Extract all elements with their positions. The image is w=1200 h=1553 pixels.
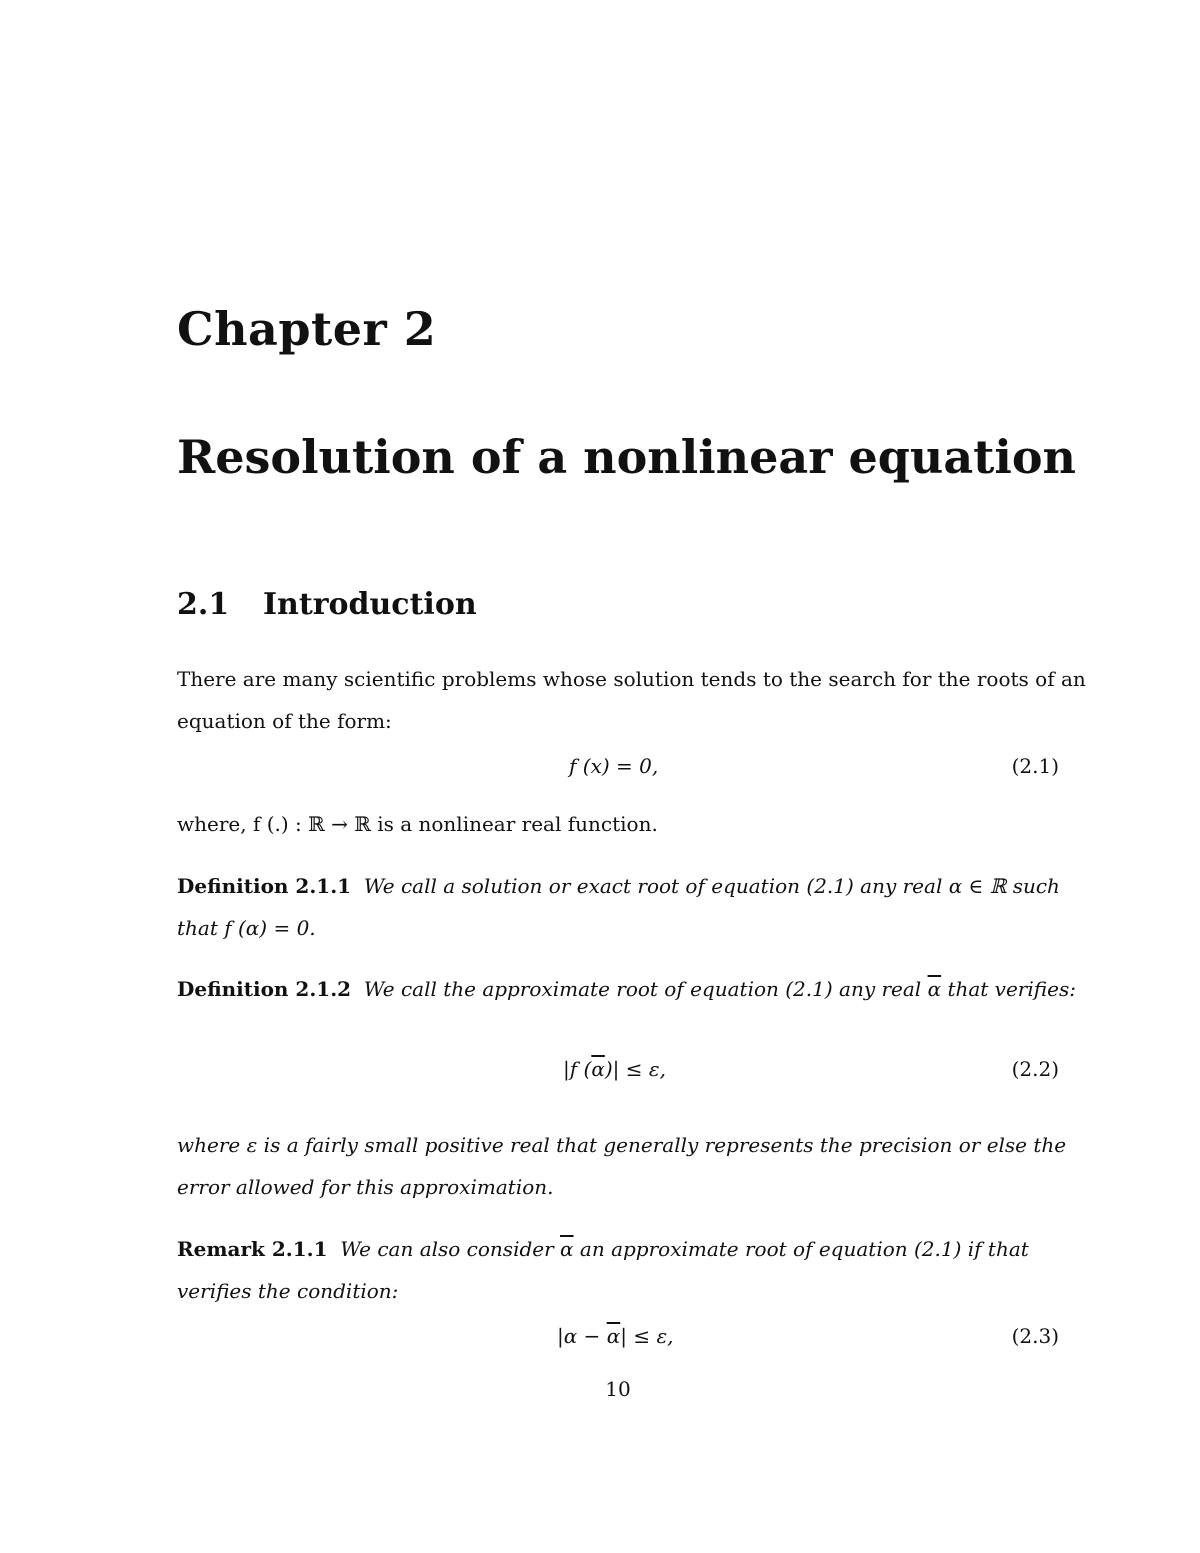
intro-line-1: There are many scientific problems whose solution tends to the search for the roots of an: [177, 667, 1086, 691]
definition-2-1-2-text-pre: We call the approximate root of equation (2.1) any real: [363, 977, 922, 1001]
remark-2-1-1-line-2: verifies the condition:: [177, 1279, 399, 1303]
definition-2-1-1-text: We call a solution or exact root of equation (2.1) any real α ∈ ℝ such: [363, 874, 1060, 898]
intro-line-2: equation of the form:: [177, 709, 392, 733]
equation-2-1: f (x) = 0,: [569, 754, 659, 778]
equation-2-3: [557, 1324, 674, 1348]
definition-2-1-2-line-1: [177, 968, 1076, 1010]
alpha-bar-symbol: $\overline{\alpha}$: [927, 977, 942, 1001]
definition-2-1-1-label: Definition 2.1.1: [177, 874, 352, 898]
alpha-bar-symbol: $\overline{\alpha}$: [591, 1057, 605, 1081]
where-line: where, f (.) : ℝ → ℝ is a nonlinear real function.: [177, 812, 658, 836]
definition-2-1-1-line-2: that f (α) = 0.: [177, 916, 316, 940]
definition-2-1-2-cont-line-1: where ε is a fairly small positive real that generally represents the precision or else the: [177, 1133, 1067, 1157]
definition-2-1-1-line-1: [177, 865, 1060, 907]
definition-2-1-2-cont-line-2: error allowed for this approximation.: [177, 1175, 554, 1199]
definition-2-1-2-label: Definition 2.1.2: [177, 977, 352, 1001]
remark-2-1-1-text-pre: We can also consider: [340, 1237, 554, 1261]
definition-2-1-2-text-post: that verifies:: [947, 977, 1076, 1001]
section-number: 2.1: [177, 587, 230, 622]
page-number: 10: [605, 1377, 631, 1401]
equation-2-2: [563, 1057, 666, 1081]
equation-2-3-pre: |α −: [557, 1324, 607, 1348]
section-heading: [177, 587, 477, 622]
alpha-bar-symbol: $\overline{\alpha}$: [606, 1324, 621, 1348]
equation-2-2-pre: |f (: [563, 1057, 592, 1081]
equation-number-2-2: (2.2): [1011, 1057, 1059, 1081]
equation-2-3-post: | ≤ ε,: [620, 1324, 674, 1348]
remark-2-1-1-label: Remark 2.1.1: [177, 1237, 328, 1261]
section-title: Introduction: [263, 587, 477, 622]
chapter-label: Chapter 2: [177, 302, 437, 356]
equation-2-2-post: )| ≤ ε,: [604, 1057, 666, 1081]
chapter-title: Resolution of a nonlinear equation: [177, 430, 1076, 484]
equation-number-2-1: (2.1): [1011, 754, 1059, 778]
equation-number-2-3: (2.3): [1011, 1324, 1059, 1348]
alpha-bar-symbol: $\overline{\alpha}$: [560, 1237, 574, 1261]
remark-2-1-1-text-post: an approximate root of equation (2.1) if that: [579, 1237, 1029, 1261]
remark-2-1-1-line-1: [177, 1228, 1029, 1270]
